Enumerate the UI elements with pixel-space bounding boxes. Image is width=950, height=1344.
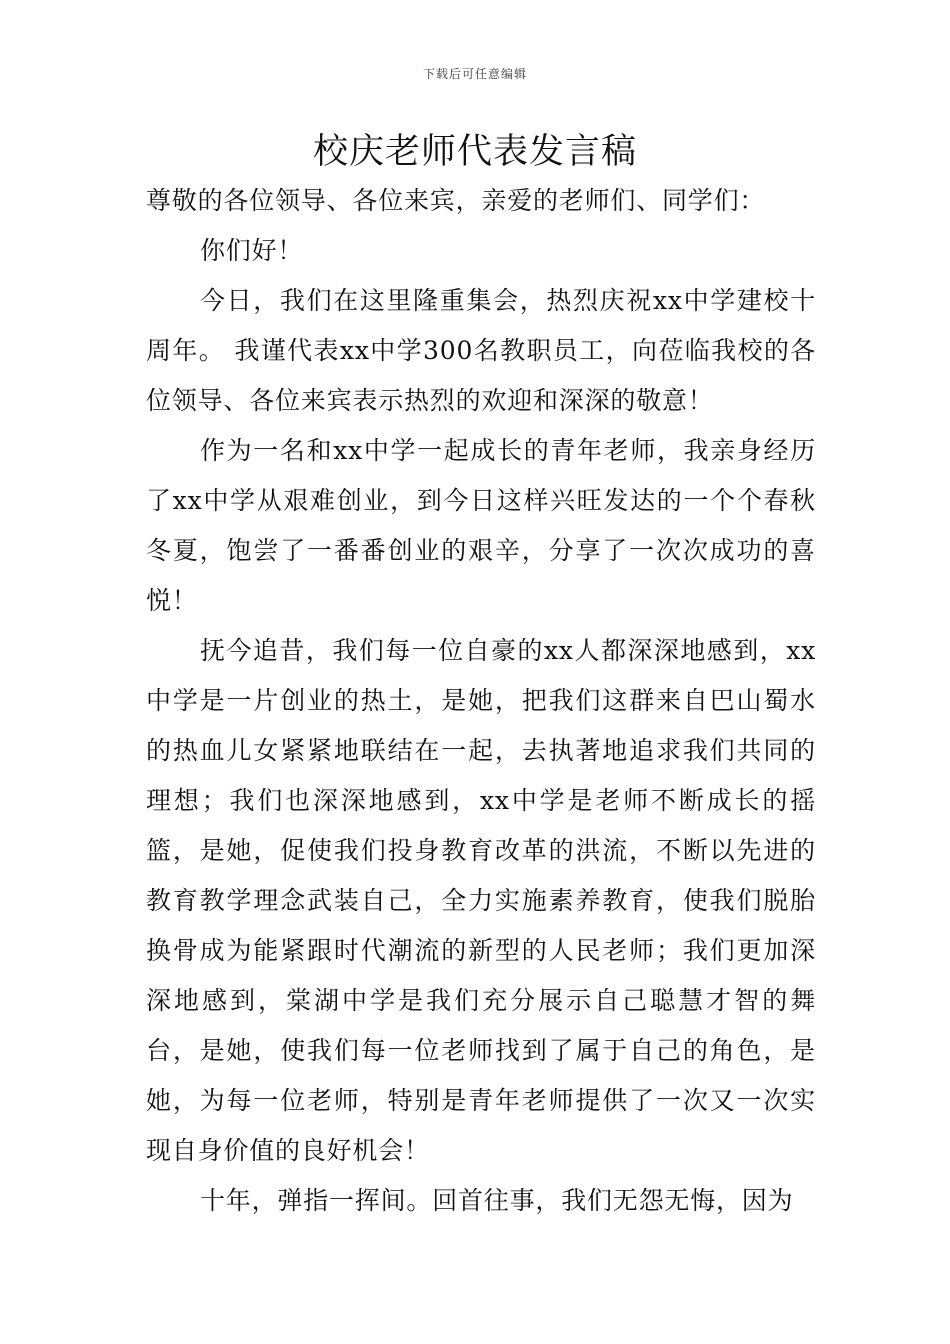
paragraph-experience: 作为一名和xx中学一起成长的青年老师，我亲身经历了xx中学从艰难创业，到今日这样兴旺发达的一个个春秋冬夏，饱尝了一番番创业的艰辛，分享了一次次成功的喜悦！: [146, 436, 816, 615]
document-body: [146, 176, 816, 1226]
paragraph-celebration: 今日，我们在这里隆重集会，热烈庆祝xx中学建校十周年。 我谨代表xx中学300名教职员工，向莅临我校的各位领导、各位来宾表示热烈的欢迎和深深的敬意！: [146, 286, 816, 415]
paragraph-greeting: 你们好！: [200, 236, 304, 265]
document-title: 校庆老师代表发言稿: [312, 132, 637, 172]
header-note: 下载后可任意编辑: [422, 67, 527, 81]
salutation: 尊敬的各位领导、各位来宾，亲爱的老师们、同学们：: [146, 186, 766, 215]
paragraph-reflection: 抚今追昔，我们每一位自豪的xx人都深深地感到，xx中学是一片创业的热土，是她，把我们这群来自巴山蜀水的热血儿女紧紧地联结在一起，去执著地追求我们共同的理想；我们也深深地感到，xx中学是老师不断成长的摇篮，是她，促使我们投身教育改革的洪流，不断以先进的教育教学理念武装自己，全力实施素养教育，使我们脱胎换骨成为能紧跟时代潮流的新型的人民老师；我们更加深深地感到，棠湖中学是我们充分展示自己聪慧才智的舞台，是她，使我们每一位老师找到了属于自己的角色，是她，为每一位老师，特别是青年老师提供了一次又一次实现自身价值的良好机会！: [146, 636, 816, 1165]
paragraph-ten-years: 十年，弹指一挥间。回首往事，我们无怨无悔，因为: [200, 1186, 794, 1215]
